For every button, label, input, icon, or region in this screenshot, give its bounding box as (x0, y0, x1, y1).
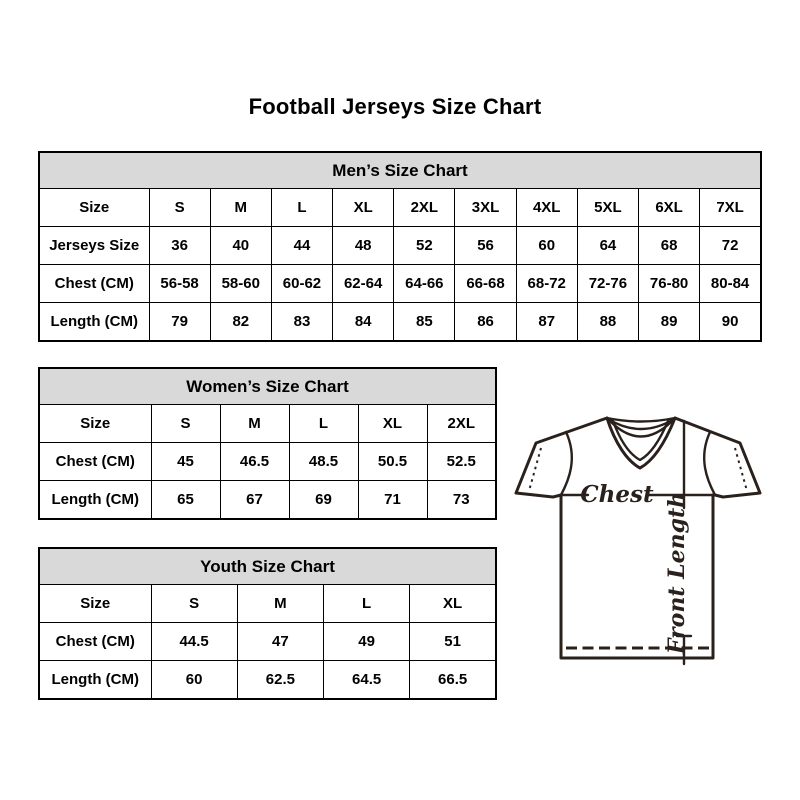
size-header-cell: XL (410, 585, 496, 623)
value-cell: 69 (289, 481, 358, 520)
value-cell: 66-68 (455, 265, 516, 303)
size-header-cell: M (210, 189, 271, 227)
value-cell: 62.5 (237, 661, 323, 700)
row-label-cell: Chest (CM) (39, 443, 151, 481)
jersey-collar-back-top (607, 418, 675, 422)
column-header-row (39, 189, 761, 227)
value-cell: 68-72 (516, 265, 577, 303)
mens-size-table (38, 151, 762, 342)
size-header-cell: S (151, 405, 220, 443)
size-header-cell: L (271, 189, 332, 227)
table-title: Men’s Size Chart (39, 152, 761, 189)
value-cell: 46.5 (220, 443, 289, 481)
table-row (39, 661, 496, 700)
column-header-row (39, 405, 496, 443)
row-label-cell: Jerseys Size (39, 227, 149, 265)
youth-size-table (38, 547, 497, 700)
value-cell: 52 (394, 227, 455, 265)
value-cell: 56-58 (149, 265, 210, 303)
size-header-cell: M (220, 405, 289, 443)
value-cell: 83 (271, 303, 332, 342)
value-cell: 65 (151, 481, 220, 520)
size-header-cell: XL (358, 405, 427, 443)
value-cell: 60-62 (271, 265, 332, 303)
size-header-cell: XL (333, 189, 394, 227)
value-cell: 60 (151, 661, 237, 700)
size-header-cell: 7XL (700, 189, 761, 227)
value-cell: 64-66 (394, 265, 455, 303)
value-cell: 90 (700, 303, 761, 342)
value-cell: 88 (577, 303, 638, 342)
row-label-cell: Size (39, 585, 151, 623)
jersey-body-outline (561, 495, 713, 658)
value-cell: 50.5 (358, 443, 427, 481)
table-title: Women’s Size Chart (39, 368, 496, 405)
size-header-cell: S (149, 189, 210, 227)
value-cell: 84 (333, 303, 394, 342)
table-row (39, 623, 496, 661)
value-cell: 76-80 (639, 265, 700, 303)
table-row (39, 227, 761, 265)
row-label-cell: Size (39, 189, 149, 227)
jersey-right-armhole-seam (704, 432, 715, 495)
value-cell: 80-84 (700, 265, 761, 303)
value-cell: 72 (700, 227, 761, 265)
value-cell: 72-76 (577, 265, 638, 303)
value-cell: 48.5 (289, 443, 358, 481)
value-cell: 44 (271, 227, 332, 265)
table-title: Youth Size Chart (39, 548, 496, 585)
value-cell: 82 (210, 303, 271, 342)
value-cell: 62-64 (333, 265, 394, 303)
table-row (39, 481, 496, 520)
value-cell: 89 (639, 303, 700, 342)
size-header-cell: 4XL (516, 189, 577, 227)
jersey-right-sleeve (675, 418, 760, 497)
column-header-row (39, 585, 496, 623)
value-cell: 85 (394, 303, 455, 342)
value-cell: 51 (410, 623, 496, 661)
value-cell: 45 (151, 443, 220, 481)
row-label-cell: Length (CM) (39, 661, 151, 700)
womens-size-table (38, 367, 497, 520)
row-label-cell: Chest (CM) (39, 265, 149, 303)
size-header-cell: M (237, 585, 323, 623)
row-label-cell: Chest (CM) (39, 623, 151, 661)
size-header-cell: 3XL (455, 189, 516, 227)
value-cell: 67 (220, 481, 289, 520)
value-cell: 52.5 (427, 443, 496, 481)
value-cell: 79 (149, 303, 210, 342)
row-label-cell: Length (CM) (39, 481, 151, 520)
value-cell: 58-60 (210, 265, 271, 303)
size-header-cell: 2XL (427, 405, 496, 443)
front-length-label: Front Length (664, 491, 690, 655)
size-header-cell: S (151, 585, 237, 623)
value-cell: 64.5 (324, 661, 410, 700)
size-header-cell: 6XL (639, 189, 700, 227)
value-cell: 87 (516, 303, 577, 342)
chest-label: Chest (580, 481, 654, 508)
table-row (39, 443, 496, 481)
value-cell: 44.5 (151, 623, 237, 661)
value-cell: 71 (358, 481, 427, 520)
value-cell: 49 (324, 623, 410, 661)
value-cell: 68 (639, 227, 700, 265)
row-label-cell: Size (39, 405, 151, 443)
size-header-cell: L (289, 405, 358, 443)
value-cell: 73 (427, 481, 496, 520)
jersey-measurement-diagram (503, 398, 768, 683)
table-row (39, 303, 761, 342)
value-cell: 60 (516, 227, 577, 265)
page-title: Football Jerseys Size Chart (248, 94, 542, 119)
size-header-cell: 2XL (394, 189, 455, 227)
value-cell: 40 (210, 227, 271, 265)
value-cell: 86 (455, 303, 516, 342)
value-cell: 66.5 (410, 661, 496, 700)
value-cell: 48 (333, 227, 394, 265)
size-header-cell: L (324, 585, 410, 623)
value-cell: 47 (237, 623, 323, 661)
value-cell: 56 (455, 227, 516, 265)
jersey-left-armhole-seam (561, 432, 572, 495)
size-header-cell: 5XL (577, 189, 638, 227)
value-cell: 36 (149, 227, 210, 265)
value-cell: 64 (577, 227, 638, 265)
table-row (39, 265, 761, 303)
row-label-cell: Length (CM) (39, 303, 149, 342)
